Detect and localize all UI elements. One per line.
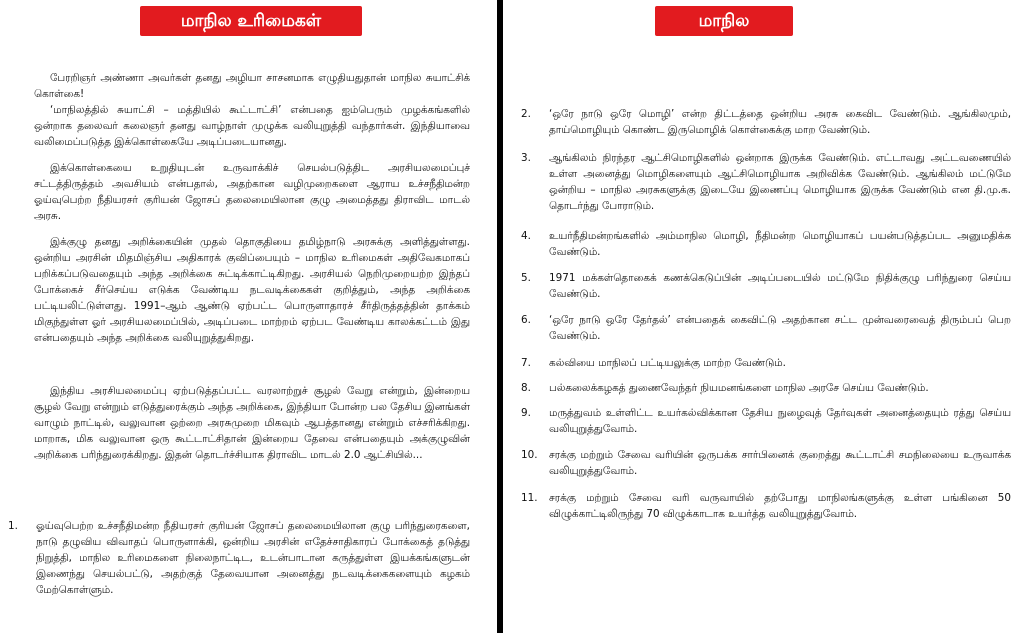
left-section-banner: மாநில உரிமைகள் xyxy=(140,6,362,36)
right-section-banner: மாநில உரிமைகள் xyxy=(655,6,793,36)
item-number: 6. xyxy=(521,314,531,326)
report-paragraph: இக்குழு தனது அறிக்கையின் முதல் தொகுதியை தமிழ்நாடு அரசுக்கு அளித்துள்ளது. ஒன்றிய அரசின் மிதமிஞ்சிய அதிகாரக் குவிப்பையும் – மாநில உரிமைகள் அதிவேகமாகப் பறிக்கப்படுவதையும் அந்த அறிக்கை சுட்டிக்காட்டிகிறது. அரசியல் நெறிமுறையற்ற இந்தப் போக்கைச் சீர்செய்ய எடுக்க வேண்டிய நடவடிக்கைகள் குறித்தும், அந்த அறிக்கை பட்டியலிட்டுள்ளது. 1991–ஆம் ஆண்டு ஏற்பட்ட பொருளாதாரச் சீர்திருத்தத்தின் தாக்கம் மிகுந்துள்ள ஓர் அரசியலமைப்பில், அடிப்படை மாற்றம் ஏற்பட வேண்டிய காலக்கட்டம் இது என்பதையும் அந்த அறிக்கை வலியுறுத்துகிறது. xyxy=(34,236,470,344)
item-number: 9. xyxy=(521,407,531,419)
item-text: பல்கலைக்கழகத் துணைவேந்தர் நியமனங்களை மாநில அரசே செய்ய வேண்டும். xyxy=(549,382,929,394)
item-text: ‘ஒரே நாடு ஒரே மொழி’ என்ற திட்டத்தை ஒன்றிய அரசு கைவிட வேண்டும். ஆங்கிலமும், தாய்மொழியும் கொண்ட இருமொழிக் கொள்கைக்கு மாற வேண்டும். xyxy=(549,108,1011,136)
item-text: மருத்துவம் உள்ளிட்ட உயர்கல்விக்கான தேசிய நுழைவுத் தேர்வுகள் அனைத்தையும் ரத்து செய்ய வலியுறுத்துவோம். xyxy=(549,407,1011,435)
item-text: 1971 மக்கள்தொகைக் கணக்கெடுப்பின் அடிப்படையில் மட்டுமே நிதிக்குழு பரிந்துரை செய்ய வேண்டும். xyxy=(549,272,1011,300)
item-text: சரக்கு மற்றும் சேவை வரியின் ஒருபக்க சார்பினைக் குறைத்து கூட்டாட்சி சமநிலையை உருவாக்க வலியுறுத்துவோம். xyxy=(549,449,1011,477)
right-page xyxy=(503,0,1024,633)
promise-item-11 xyxy=(521,490,1011,522)
intro-paragraph: பேரறிஞர் அண்ணா அவர்கள் தனது அழியா சாசனமாக எழுதியதுதான் மாநில சுயாட்சிக் கொள்கை! xyxy=(34,72,470,100)
item-number: 7. xyxy=(521,357,531,369)
promise-item-8 xyxy=(521,380,1011,396)
left-page xyxy=(0,0,497,633)
item-number: 11. xyxy=(521,492,538,504)
federalism-slogan-paragraph: ‘மாநிலத்தில் சுயாட்சி – மத்தியில் கூட்டாட்சி’ என்பதை ஐம்பெரும் முழக்கங்களில் ஒன்றாக தலைவர் கலைஞர் தனது வாழ்நாள் முழுக்க வலியுறுத்தி வந்தார்கள். இந்தியாவை வலிமைப்படுத்த இக்கொள்கையே அடிப்படையானது. xyxy=(34,104,470,148)
item-text: சரக்கு மற்றும் சேவை வரி வருவாயில் தற்போது மாநிலங்களுக்கு உள்ள பங்கினை 50 விழுக்காட்டிலிருந்து 70 விழுக்காடாக உயர்த்த வலியுறுத்துவோம். xyxy=(549,492,1011,520)
promise-item-4 xyxy=(521,228,1011,260)
promise-item-5 xyxy=(521,270,1011,302)
item-number: 2. xyxy=(521,108,531,120)
item-text: ஓய்வுபெற்ற உச்சநீதிமன்ற நீதியரசர் குரியன் ஜோசப் தலைமையிலான குழு பரிந்துரைகளை, நாடு தழுவிய விவாதப் பொருளாக்கி, ஒன்றிய அரசின் எதேச்சாதிகாரப் போக்கைத் தடுத்து நிறுத்தி, மாநில உரிமைகளை நிலைநாட்டிட, உடன்பாடான கருத்துள்ள இயக்கங்களுடன் இணைந்து செயல்பட்டு, அதற்குத் தேவையான அனைத்து நடவடிக்கைகளையும் கழகம் மேற்கொள்ளும். xyxy=(36,520,470,596)
item-number: 3. xyxy=(521,152,531,164)
promise-item-9 xyxy=(521,405,1011,437)
item-number: 10. xyxy=(521,449,538,461)
item-text: கல்வியை மாநிலப் பட்டியலுக்கு மாற்ற வேண்டும். xyxy=(549,357,786,369)
item-number: 8. xyxy=(521,382,531,394)
item-text: ‘ஒரே நாடு ஒரே தேர்தல்’ என்பதைக் கைவிட்டு அதற்கான சட்ட முன்வரைவைத் திரும்பப் பெற வேண்டும். xyxy=(549,314,1011,342)
committee-paragraph: இக்கொள்கையை உறுதியுடன் உருவாக்கிச் செயல்படுத்திட அரசியலமைப்புச் சட்டத்திருத்தம் அவசியம் என்பதால், அதற்கான வழிமுறைகளை ஆராய உச்சநீதிமன்ற ஓய்வுபெற்ற நீதியரசர் குரியன் ஜோசப் தலைமையிலான குழு அமைத்தது திராவிட மாடல் அரசு. xyxy=(34,162,470,222)
promise-item-7 xyxy=(521,355,1011,371)
item-text: ஆங்கிலம் நிரந்தர ஆட்சிமொழிகளில் ஒன்றாக இருக்க வேண்டும். எட்டாவது அட்டவணையில் உள்ள அனைத்து மொழிகளையும் ஆட்சிமொழியாக அறிவிக்க வேண்டும். ஆங்கிலம் மட்டுமே ஒன்றிய – மாநில அரசுகளுக்கு இடையே இணைப்பு மொழியாக இருக்க வேண்டும் என தி.மு.க. தொடர்ந்து போராடும். xyxy=(549,152,1011,212)
federation-paragraph: இந்திய அரசியலமைப்பு ஏற்படுத்தப்பட்ட வரலாற்றுச் சூழல் வேறு என்றும், இன்றைய சூழல் வேறு என்றும் எடுத்துரைக்கும் அந்த அறிக்கை, இந்தியா போன்ற பல தேசிய இனங்கள் வாழும் நாட்டில், வலுவான ஒற்றை அரசுமுறை மிகவும் ஆபத்தானது என்றும் எச்சரிக்கிறது. மாறாக, மிக வலுவான ஒரு கூட்டாட்சிதான் இன்றைய தேவை என்பதையும் அக்குழுவின் அறிக்கை பரிந்துரைக்கிறது. இதன் தொடர்ச்சியாக திராவிட மாடல் 2.0 ஆட்சியில்... xyxy=(34,385,470,461)
promise-item-3 xyxy=(521,150,1011,214)
item-number: 5. xyxy=(521,272,531,284)
item-number: 4. xyxy=(521,230,531,242)
promise-item-2 xyxy=(521,106,1011,138)
item-number: 1. xyxy=(8,520,18,532)
item-text: உயர்நீதிமன்றங்களில் அம்மாநில மொழி, நீதிமன்ற மொழியாகப் பயன்படுத்தப்பட அனுமதிக்க வேண்டும். xyxy=(549,230,1011,258)
promise-item-6 xyxy=(521,312,1011,344)
promise-item-10 xyxy=(521,447,1011,479)
promise-item-1 xyxy=(8,518,470,598)
